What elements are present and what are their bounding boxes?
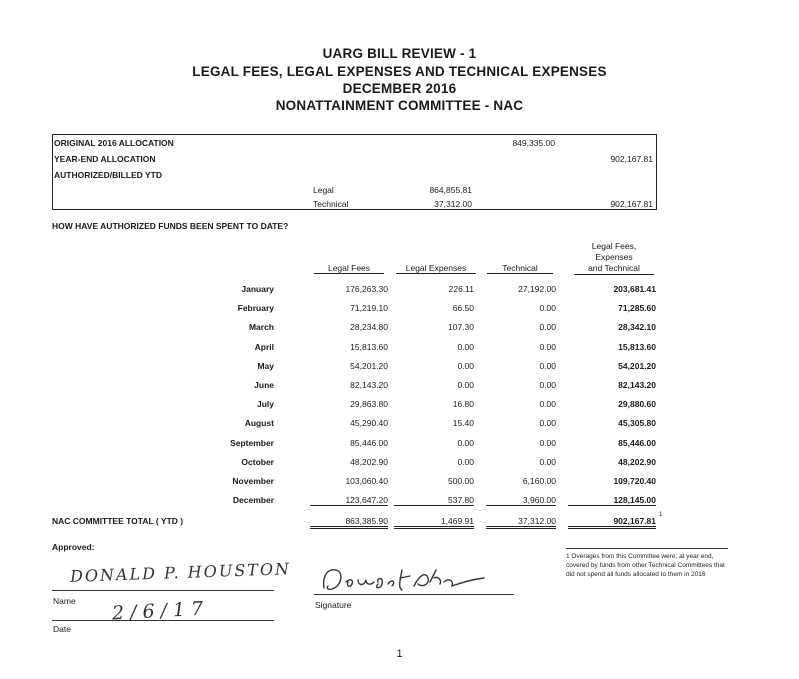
legal-expenses-cell: 0.00 <box>457 457 474 467</box>
header-legal-expenses <box>394 263 478 274</box>
legal-fees-cell: 103,060.40 <box>345 476 388 486</box>
technical-cell: 0.00 <box>539 303 556 313</box>
header-legal-expenses-text: Legal Expenses <box>396 263 476 274</box>
legal-expenses-cell: 16.80 <box>452 399 474 409</box>
legal-expenses-cell: 15.40 <box>452 418 474 428</box>
spending-question: HOW HAVE AUTHORIZED FUNDS BEEN SPENT TO DATE? <box>52 221 289 231</box>
report-subtitle: LEGAL FEES, LEGAL EXPENSES AND TECHNICAL EXPENSES <box>192 64 607 79</box>
legal-authorized-value: 864,855.81 <box>429 185 472 195</box>
original-allocation-value: 849,335.00 <box>512 138 555 148</box>
header-technical-text: Technical <box>487 263 553 274</box>
technical-cell: 0.00 <box>539 361 556 371</box>
technical-cell: 0.00 <box>539 418 556 428</box>
total-cell: 54,201.20 <box>618 361 656 371</box>
month-label: April <box>254 342 274 352</box>
month-label: December <box>232 495 274 505</box>
legal-fees-cell: 82,143.20 <box>350 380 388 390</box>
legal-fees-cell: 28,234.80 <box>350 322 388 332</box>
original-allocation-label: ORIGINAL 2016 ALLOCATION <box>54 138 174 148</box>
legal-expenses-cell: 0.00 <box>457 438 474 448</box>
legal-fees-cell: 71,219.10 <box>350 303 388 313</box>
legal-label: Legal <box>313 185 334 195</box>
legal-fees-cell: 123,647.20 <box>310 495 388 506</box>
month-label: February <box>237 303 274 313</box>
month-label: March <box>248 322 274 332</box>
yearend-allocation-value: 902,167.81 <box>610 154 653 164</box>
total-cell: 29,880.60 <box>618 399 656 409</box>
total-cell: 71,285.60 <box>618 303 656 313</box>
committee-total-label: NAC COMMITTEE TOTAL ( YTD ) <box>52 516 184 526</box>
legal-fees-cell: 176,263.30 <box>345 284 388 294</box>
yearend-allocation-label: YEAR-END ALLOCATION <box>54 154 156 164</box>
legal-expenses-cell: 0.00 <box>457 342 474 352</box>
month-label: June <box>254 380 274 390</box>
technical-authorized-value: 37,312.00 <box>390 199 472 210</box>
month-label: September <box>230 438 274 448</box>
legal-fees-cell: 29,863.80 <box>350 399 388 409</box>
committee-name: NONATTAINMENT COMMITTEE - NAC <box>275 98 524 113</box>
technical-cell: 0.00 <box>539 322 556 332</box>
month-label: August <box>244 418 274 428</box>
legal-fees-cell: 45,290.40 <box>350 418 388 428</box>
authorized-billed-label: AUTHORIZED/BILLED YTD <box>54 170 162 180</box>
header-technical <box>484 263 556 274</box>
legal-fees-cell: 48,202.90 <box>350 457 388 467</box>
footnote-rule <box>566 548 728 549</box>
technical-cell: 6,160.00 <box>522 476 556 486</box>
legal-fees-cell: 15,813.60 <box>350 342 388 352</box>
total-cell: 203,681.41 <box>613 284 656 294</box>
date-label: Date <box>53 624 71 634</box>
month-label: July <box>256 399 274 409</box>
header-total <box>568 241 660 275</box>
name-label: Name <box>53 596 76 606</box>
technical-cell: 0.00 <box>539 342 556 352</box>
name-line <box>52 590 274 591</box>
header-total-line1: Legal Fees, <box>591 241 637 251</box>
signature-line <box>314 594 514 595</box>
month-label: October <box>241 457 274 467</box>
legal-expenses-cell: 107.30 <box>448 322 474 332</box>
legal-expenses-cell: 0.00 <box>457 361 474 371</box>
technical-cell: 0.00 <box>539 438 556 448</box>
legal-expenses-cell: 0.00 <box>457 380 474 390</box>
legal-expenses-cell: 66.50 <box>452 303 474 313</box>
signature-stroke <box>324 570 484 590</box>
footnote-text: 1 Overages from this Committee were, at year end, covered by funds from other Technical Committees that did not spend all funds allocated to them in 2016 <box>566 553 725 578</box>
footnote-marker: 1 <box>659 512 663 518</box>
total-cell: 85,446.00 <box>618 438 656 448</box>
month-label: January <box>241 284 274 294</box>
technical-label: Technical <box>313 199 349 209</box>
technical-cell: 27,192.00 <box>518 284 556 294</box>
technical-cell: 3,960.00 <box>486 495 556 506</box>
header-legal-fees <box>310 263 388 274</box>
technical-cell: 0.00 <box>539 380 556 390</box>
header-total-line3: and Technical <box>574 263 654 275</box>
header-legal-fees-text: Legal Fees <box>314 263 384 274</box>
total-cell: 28,342.10 <box>618 322 656 332</box>
date-line <box>52 620 274 621</box>
total-cell: 128,145.00 <box>568 495 656 506</box>
total-cell: 48,202.90 <box>618 457 656 467</box>
signature-label: Signature <box>315 600 352 610</box>
legal-expenses-cell: 537.80 <box>394 495 474 506</box>
report-title: UARG BILL REVIEW - 1 <box>322 46 477 61</box>
total-cell: 109,720.40 <box>613 476 656 486</box>
total-cell: 45,305.80 <box>618 418 656 428</box>
legal-expenses-cell: 500.00 <box>448 476 474 486</box>
grand-total: 902,167.81 <box>568 516 656 529</box>
month-label: May <box>257 361 274 371</box>
handwritten-name: DONALD P. HOUSTON <box>69 559 292 586</box>
authorized-total-value: 902,167.81 <box>610 199 653 209</box>
legal-expenses-cell: 226.11 <box>448 284 474 294</box>
total-cell: 82,143.20 <box>618 380 656 390</box>
approved-label: Approved: <box>52 542 95 552</box>
month-label: November <box>232 476 274 486</box>
technical-cell: 0.00 <box>539 399 556 409</box>
header-total-line2: Expenses <box>595 252 633 262</box>
report-period: DECEMBER 2016 <box>342 81 457 96</box>
legal-fees-cell: 85,446.00 <box>350 438 388 448</box>
total-technical: 37,312.00 <box>486 516 556 529</box>
total-cell: 15,813.60 <box>618 342 656 352</box>
handwritten-date: 2/6/17 <box>111 597 210 625</box>
total-legal-fees: 863,385.90 <box>310 516 388 529</box>
technical-cell: 0.00 <box>539 457 556 467</box>
legal-fees-cell: 54,201.20 <box>350 361 388 371</box>
page-number: 1 <box>396 648 403 660</box>
total-legal-expenses: 1,469.91 <box>394 516 474 529</box>
handwritten-signature-image <box>318 562 488 596</box>
